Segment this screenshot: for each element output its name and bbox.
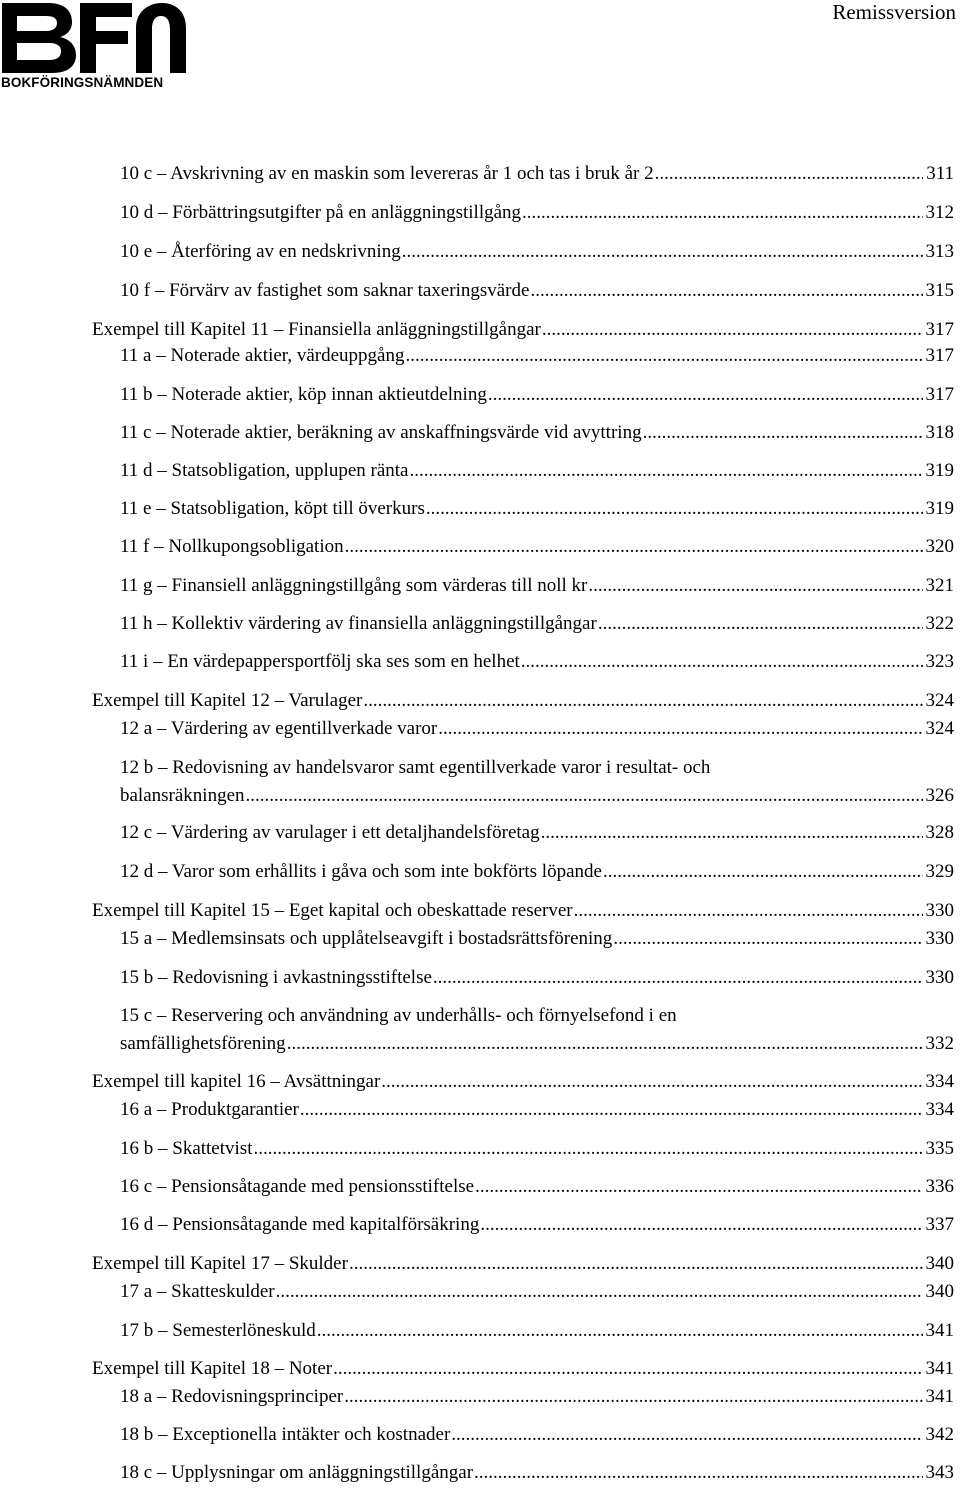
toc-entry-page: 322 [925, 613, 954, 634]
bfn-logo-mark [0, 0, 200, 76]
toc-entry-page: 311 [926, 163, 954, 184]
dot-leader [451, 1421, 922, 1449]
dot-leader [345, 533, 923, 561]
toc-entry-title: 11 a – Noterade aktier, värdeuppgång [120, 345, 405, 366]
toc-entry-title: 12 d – Varor som erhållits i gåva och som inte bokförts löpande [120, 861, 602, 882]
dot-leader [317, 1317, 923, 1345]
toc-entry-title: Exempel till Kapitel 18 – Noter [92, 1358, 333, 1379]
toc-entry-title: 18 c – Upplysningar om anläggningstillgångar [120, 1462, 474, 1483]
toc-entry[interactable] [120, 964, 954, 992]
dot-leader [344, 1383, 922, 1411]
toc-entry-page: 334 [925, 1099, 954, 1120]
dot-leader [643, 419, 923, 447]
toc-entry-title: Exempel till Kapitel 17 – Skulder [92, 1253, 348, 1274]
toc-entry-title: 11 c – Noterade aktier, beräkning av anskaffningsvärde vid avyttring [120, 422, 642, 443]
toc-chapter-entry[interactable] [92, 687, 954, 715]
document-version-label: Remissversion [832, 0, 956, 24]
toc-entry-title: 16 a – Produktgarantier [120, 1099, 299, 1120]
toc-entry[interactable] [120, 199, 954, 227]
toc-entry-page: 332 [925, 1033, 954, 1054]
toc-entry-title: 18 a – Redovisningsprinciper [120, 1386, 344, 1407]
toc-entry-title: 11 f – Nollkupongsobligation [120, 536, 344, 557]
toc-entry-page: 329 [925, 861, 954, 882]
toc-entry-title: 15 b – Redovisning i avkastningsstiftelse [120, 967, 432, 988]
dot-leader [349, 1250, 923, 1278]
toc-entry-page: 319 [925, 498, 954, 519]
logo-name: BOKFÖRINGSNÄMNDEN [1, 75, 164, 90]
toc-entry[interactable] [120, 819, 954, 847]
toc-entry[interactable] [120, 858, 954, 886]
toc-entry-page: 317 [925, 319, 954, 340]
toc-entry[interactable] [120, 1383, 954, 1411]
toc-entry[interactable] [120, 277, 954, 305]
toc-entry-title: 11 d – Statsobligation, upplupen ränta [120, 460, 409, 481]
dot-leader [300, 1096, 923, 1124]
toc-entry[interactable] [120, 1135, 954, 1163]
toc-entry[interactable] [120, 648, 954, 676]
dot-leader [521, 648, 923, 676]
toc-entry-page: 335 [925, 1138, 954, 1159]
toc-entry[interactable] [120, 533, 954, 561]
toc-chapter-entry[interactable] [92, 897, 954, 925]
toc-entry-page: 341 [925, 1358, 954, 1379]
toc-entry-title: 11 b – Noterade aktier, köp innan aktieutdelning [120, 384, 487, 405]
toc-entry-page: 334 [925, 1071, 954, 1092]
toc-entry[interactable] [120, 610, 954, 638]
dot-leader [333, 1355, 922, 1383]
toc-entry-page: 319 [925, 460, 954, 481]
toc-entry[interactable] [120, 1421, 954, 1449]
toc-entry[interactable] [120, 457, 954, 485]
dot-leader [588, 572, 922, 600]
toc-entry-title: 15 a – Medlemsinsats och upplåtelseavgift i bostadsrättsförening [120, 928, 613, 949]
dot-leader [474, 1459, 922, 1487]
toc-entry[interactable] [120, 1002, 954, 1058]
toc-entry-page: 330 [925, 967, 954, 988]
toc-entry-title: Exempel till Kapitel 11 – Finansiella anläggningstillgångar [92, 319, 541, 340]
toc-entry-page: 321 [925, 575, 954, 596]
toc-chapter-entry[interactable] [92, 1250, 954, 1278]
toc-entry-page: 342 [925, 1424, 954, 1445]
toc-entry-title-line-1: 12 b – Redovisning av handelsvaror samt egentillverkade varor i resultat- och [120, 757, 711, 778]
toc-entry-page: 317 [925, 384, 954, 405]
toc-entry-title: 16 b – Skattetvist [120, 1138, 253, 1159]
toc-chapter-entry[interactable] [92, 1068, 954, 1096]
toc-entry[interactable] [120, 572, 954, 600]
toc-chapter-entry[interactable] [92, 1355, 954, 1383]
dot-leader [475, 1173, 922, 1201]
dot-leader [433, 964, 923, 992]
toc-entry-title: balansräkningen [120, 785, 245, 806]
toc-entry[interactable] [120, 1459, 954, 1487]
toc-entry[interactable] [120, 1096, 954, 1124]
toc-entry-title: 16 d – Pensionsåtagande med kapitalförsäkring [120, 1214, 480, 1235]
toc-entry-page: 341 [925, 1320, 954, 1341]
toc-entry-title: 11 h – Kollektiv värdering av finansiella anläggningstillgångar [120, 613, 597, 634]
dot-leader [405, 342, 922, 370]
toc-entry[interactable] [120, 160, 954, 188]
dot-leader [426, 495, 923, 523]
toc-entry[interactable] [120, 419, 954, 447]
toc-entry[interactable] [120, 238, 954, 266]
toc-entry-title: 10 c – Avskrivning av en maskin som levereras år 1 och tas i bruk år 2 [120, 163, 654, 184]
toc-entry-title: 10 d – Förbättringsutgifter på en anläggningstillgång [120, 202, 522, 223]
toc-entry-title: 12 a – Värdering av egentillverkade varor [120, 718, 438, 739]
dot-leader [363, 687, 922, 715]
toc-entry-page: 313 [925, 241, 954, 262]
toc-entry-title: Exempel till Kapitel 15 – Eget kapital och obeskattade reserver [92, 900, 573, 921]
toc-entry[interactable] [120, 381, 954, 409]
toc-entry-title: 10 f – Förvärv av fastighet som saknar taxeringsvärde [120, 280, 530, 301]
toc-entry-page: 324 [925, 718, 954, 739]
toc-entry-page: 326 [925, 785, 954, 806]
toc-entry-title: 10 e – Återföring av en nedskrivning [120, 241, 401, 262]
toc-entry[interactable] [120, 754, 954, 810]
toc-entry[interactable] [120, 1173, 954, 1201]
toc-entry-page: 341 [925, 1386, 954, 1407]
toc-entry-page: 320 [925, 536, 954, 557]
toc-entry[interactable] [120, 1278, 954, 1306]
toc-entry[interactable] [120, 1211, 954, 1239]
toc-entry-title: 11 i – En värdepappersportfölj ska ses som en helhet [120, 651, 520, 672]
dot-leader [409, 457, 922, 485]
dot-leader [613, 925, 922, 953]
dot-leader [276, 1278, 923, 1306]
dot-leader [480, 1211, 922, 1239]
dot-leader [522, 199, 922, 227]
toc-entry-title: 12 c – Värdering av varulager i ett detaljhandelsföretag [120, 822, 540, 843]
bfn-logo [0, 0, 200, 96]
toc-entry-page: 312 [925, 202, 954, 223]
toc-entry-page: 340 [925, 1253, 954, 1274]
dot-leader [603, 858, 923, 886]
toc-entry-page: 336 [925, 1176, 954, 1197]
dot-leader [574, 897, 923, 925]
dot-leader [287, 1030, 923, 1058]
dot-leader [438, 715, 922, 743]
dot-leader [253, 1135, 922, 1163]
dot-leader [541, 819, 923, 847]
toc-entry[interactable] [120, 342, 954, 370]
dot-leader [488, 381, 923, 409]
toc-chapter-entry[interactable] [92, 316, 954, 344]
toc-entry[interactable] [120, 925, 954, 953]
dot-leader [542, 316, 923, 344]
toc-entry-page: 330 [925, 900, 954, 921]
dot-leader [655, 160, 924, 188]
dot-leader [530, 277, 922, 305]
toc-entry-page: 324 [925, 690, 954, 711]
toc-entry-title-line-1: 15 c – Reservering och användning av underhålls- och förnyelsefond i en [120, 1005, 677, 1026]
toc-entry-page: 330 [925, 928, 954, 949]
toc-entry-page: 337 [925, 1214, 954, 1235]
toc-entry-title: 17 a – Skatteskulder [120, 1281, 275, 1302]
toc-entry-title: Exempel till Kapitel 12 – Varulager [92, 690, 363, 711]
dot-leader [246, 782, 923, 810]
toc-entry[interactable] [120, 1317, 954, 1345]
toc-entry[interactable] [120, 715, 954, 743]
toc-entry-page: 323 [925, 651, 954, 672]
toc-entry-title: Exempel till kapitel 16 – Avsättningar [92, 1071, 381, 1092]
dot-leader [381, 1068, 922, 1096]
toc-entry-page: 340 [925, 1281, 954, 1302]
toc-entry-page: 318 [925, 422, 954, 443]
toc-entry-title: 11 e – Statsobligation, köpt till överkurs [120, 498, 425, 519]
toc-entry-page: 315 [925, 280, 954, 301]
dot-leader [402, 238, 923, 266]
toc-entry-page: 317 [925, 345, 954, 366]
toc-entry-title: samfällighetsförening [120, 1033, 286, 1054]
toc-entry-title: 11 g – Finansiell anläggningstillgång som värderas till noll kr [120, 575, 588, 596]
toc-entry-title: 18 b – Exceptionella intäkter och kostnader [120, 1424, 451, 1445]
toc-entry-page: 343 [925, 1462, 954, 1483]
toc-entry[interactable] [120, 495, 954, 523]
toc-entry-title: 17 b – Semesterlöneskuld [120, 1320, 316, 1341]
dot-leader [598, 610, 923, 638]
toc-entry-page: 328 [925, 822, 954, 843]
toc-entry-title: 16 c – Pensionsåtagande med pensionsstiftelse [120, 1176, 475, 1197]
